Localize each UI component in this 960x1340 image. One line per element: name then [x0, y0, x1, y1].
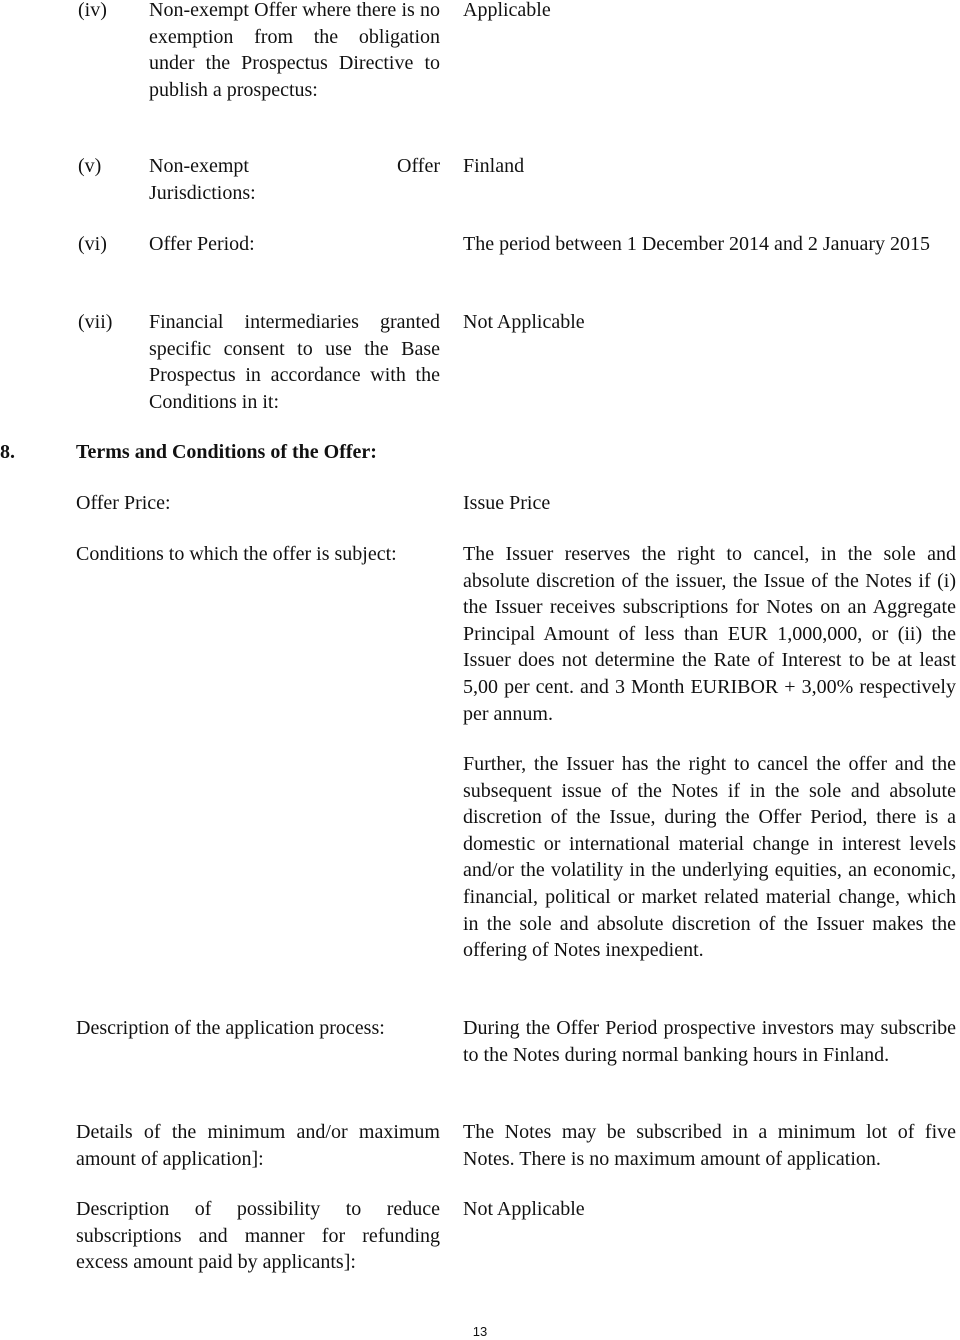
row-value: Applicable	[463, 0, 551, 21]
item-value: During the Offer Period prospective investors may subscribe to the Notes during normal banking hours in Finland.	[463, 1017, 956, 1066]
section-number: 8.	[0, 441, 15, 463]
item-value: Not Applicable	[463, 1198, 585, 1220]
row-label-part: Offer	[397, 155, 440, 177]
item-value: The Notes may be subscribed in a minimum lot of five Notes. There is no maximum amount of application.	[463, 1121, 956, 1170]
row-value: The period between 1 December 2014 and 2 January 2015	[463, 233, 931, 255]
item-value: The Issuer reserves the right to cancel, in the sole and absolute discretion of the issuer, the Issue of the Notes if (i) the Issuer receives subscriptions for Notes on an Aggregate Principal Amount of less than EUR 1,000,000, or (ii) the Issuer does not determine the Rate of Interest to be at least 5,00 per cent. and 3 Month EURIBOR + 3,00% respectively per annum.	[463, 543, 956, 725]
item-label: Details of the minimum and/or maximum amount of application]:	[76, 1121, 440, 1170]
row-label: Offer Period:	[149, 233, 255, 255]
item-label: Conditions to which the offer is subject:	[76, 543, 397, 565]
row-number: (vi)	[78, 233, 107, 255]
section-title: Terms and Conditions of the Offer:	[76, 441, 377, 463]
item-value-continued: Further, the Issuer has the right to cancel the offer and the subsequent issue of the Notes if in the sole and absolute discretion of the Issue, during the Offer Period, there is a domestic or international material change in interest levels and/or the volatility in the underlying equities, an economic, financial, political or market related material change, which in the sole and absolute discretion of the Issuer makes the offering of Notes inexpedient.	[463, 753, 956, 962]
item-label: Offer Price:	[76, 492, 171, 514]
row-value: Finland	[463, 155, 525, 177]
row-value: Not Applicable	[463, 311, 585, 333]
item-label: Description of the application process:	[76, 1017, 385, 1039]
page-number: 13	[472, 1324, 488, 1339]
item-label: Description of possibility to reduce subscriptions and manner for refunding excess amount paid by applicants]:	[76, 1198, 440, 1274]
item-value: Issue Price	[463, 492, 551, 514]
row-label	[149, 153, 440, 206]
row-number: (v)	[78, 155, 102, 177]
row-label: Financial intermediaries granted specific consent to use the Base Prospectus in accordance with the Conditions in it:	[149, 311, 440, 413]
row-label-part: Non-exempt	[149, 155, 249, 177]
row-label: Non-exempt Offer where there is no exemption from the obligation under the Prospectus Directive to publish a prospectus:	[149, 0, 440, 101]
row-number: (iv)	[78, 0, 107, 21]
row-number: (vii)	[78, 311, 113, 333]
row-label-part: Jurisdictions:	[149, 181, 256, 204]
